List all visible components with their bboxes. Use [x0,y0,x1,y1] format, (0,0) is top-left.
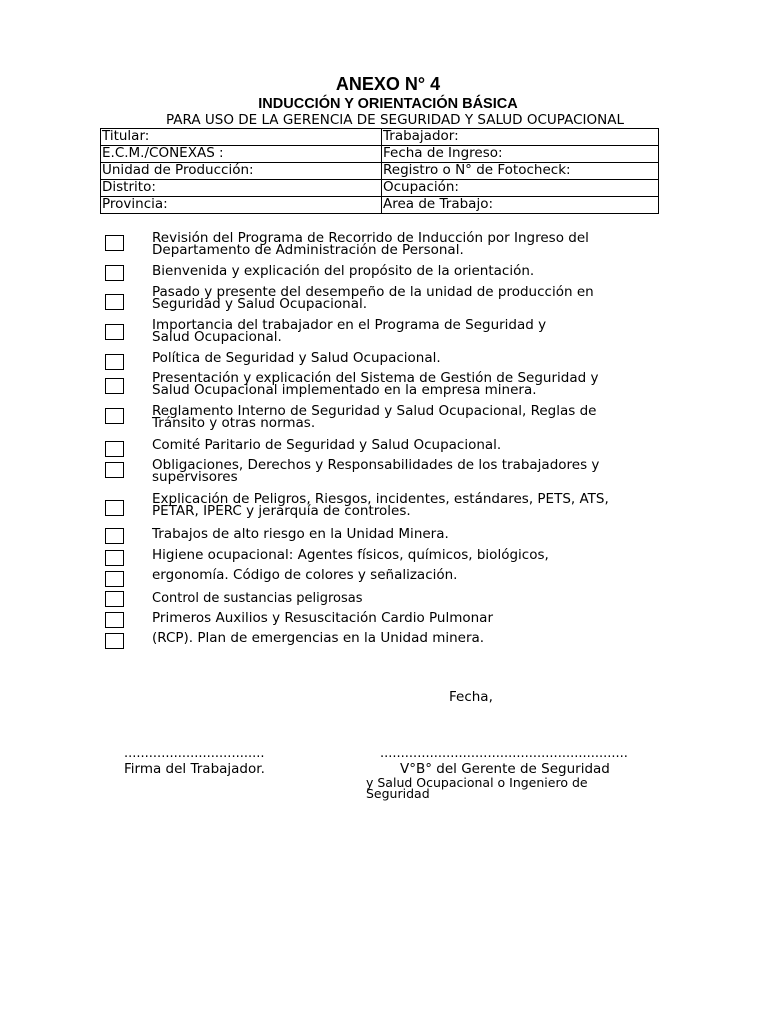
vb-line-3: Seguridad [366,786,430,801]
checkbox[interactable] [105,354,124,370]
checkbox[interactable] [105,235,124,251]
checkbox[interactable] [105,265,124,281]
checklist-item-label: Trabajos de alto riesgo en la Unidad Minera. [152,526,449,542]
checkbox[interactable] [105,408,124,424]
checklist-item-label: Presentación y explicación del Sistema de Gestión de Seguridad y Salud Ocupacional implementado en la empresa minera. [152,370,599,398]
document-purpose: PARA USO DE LA GERENCIA DE SEGURIDAD Y SALUD OCUPACIONAL [166,112,624,128]
checkbox[interactable] [105,591,124,607]
table-row [101,163,659,180]
table-row [101,129,659,146]
field-area-trabajo[interactable]: Area de Trabajo: [382,197,659,214]
checklist-item-label: Revisión del Programa de Recorrido de Inducción por Ingreso del Departamento de Administración de Personal. [152,230,589,258]
document-title: ANEXO N° 4 [335,74,441,94]
checkbox[interactable] [105,378,124,394]
table-row [101,197,659,214]
checkbox[interactable] [105,571,124,587]
checkbox[interactable] [105,462,124,478]
worker-signature-label: Firma del Trabajador. [124,761,265,777]
checklist-item-label: ergonomía. Código de colores y señalización. [152,567,458,583]
signature-line-manager: ............................................................ [380,746,628,761]
field-fecha-ingreso[interactable]: Fecha de Ingreso: [382,146,659,163]
checkbox[interactable] [105,324,124,340]
checkbox[interactable] [105,528,124,544]
checklist-item-label: Obligaciones, Derechos y Responsabilidades de los trabajadores y supervisores [152,457,600,485]
checklist-item-label: Reglamento Interno de Seguridad y Salud Ocupacional, Reglas de Tránsito y otras normas. [152,403,597,431]
field-provincia[interactable]: Provincia: [101,197,382,214]
field-ocupacion[interactable]: Ocupación: [382,180,659,197]
signature-line-worker: .................................. [124,746,265,761]
checklist-item-label: Pasado y presente del desempeño de la unidad de producción en Seguridad y Salud Ocupacional. [152,284,594,312]
field-trabajador[interactable]: Trabajador: [382,129,659,146]
table-row [101,146,659,163]
checkbox[interactable] [105,612,124,628]
field-ecm-conexas[interactable]: E.C.M./CONEXAS : [101,146,382,163]
checkbox[interactable] [105,294,124,310]
checkbox[interactable] [105,550,124,566]
checklist-item-label: Control de sustancias peligrosas [152,591,363,606]
date-label: Fecha, [449,689,493,705]
field-unidad-produccion[interactable]: Unidad de Producción: [101,163,382,180]
checklist-item-label: Primeros Auxilios y Resuscitación Cardio Pulmonar [152,610,494,626]
checklist-item-label: Política de Seguridad y Salud Ocupacional. [152,350,441,366]
info-table [100,128,659,214]
checklist-item-label: Bienvenida y explicación del propósito de la orientación. [152,263,535,279]
vb-line-1: V°B° del Gerente de Seguridad [400,761,610,777]
table-row [101,180,659,197]
checklist-item-label: Explicación de Peligros, Riesgos, incidentes, estándares, PETS, ATS, PETAR, IPERC y jerarquía de controles. [152,491,609,519]
manager-signature-label [366,761,666,799]
checklist-item-label: Higiene ocupacional: Agentes físicos, químicos, biológicos, [152,547,549,563]
vb-line-2: y Salud Ocupacional o Ingeniero de [366,775,588,790]
checkbox[interactable] [105,633,124,649]
document-subtitle: INDUCCIÓN Y ORIENTACIÓN BÁSICA [258,96,518,112]
checkbox[interactable] [105,441,124,457]
field-distrito[interactable]: Distrito: [101,180,382,197]
checklist-item-label: Comité Paritario de Seguridad y Salud Ocupacional. [152,437,502,453]
checklist-item-label: (RCP). Plan de emergencias en la Unidad minera. [152,630,485,646]
field-registro-fotocheck[interactable]: Registro o N° de Fotocheck: [382,163,659,180]
checkbox[interactable] [105,500,124,516]
field-titular[interactable]: Titular: [101,129,382,146]
checklist-item-label: Importancia del trabajador en el Programa de Seguridad y Salud Ocupacional. [152,317,547,345]
